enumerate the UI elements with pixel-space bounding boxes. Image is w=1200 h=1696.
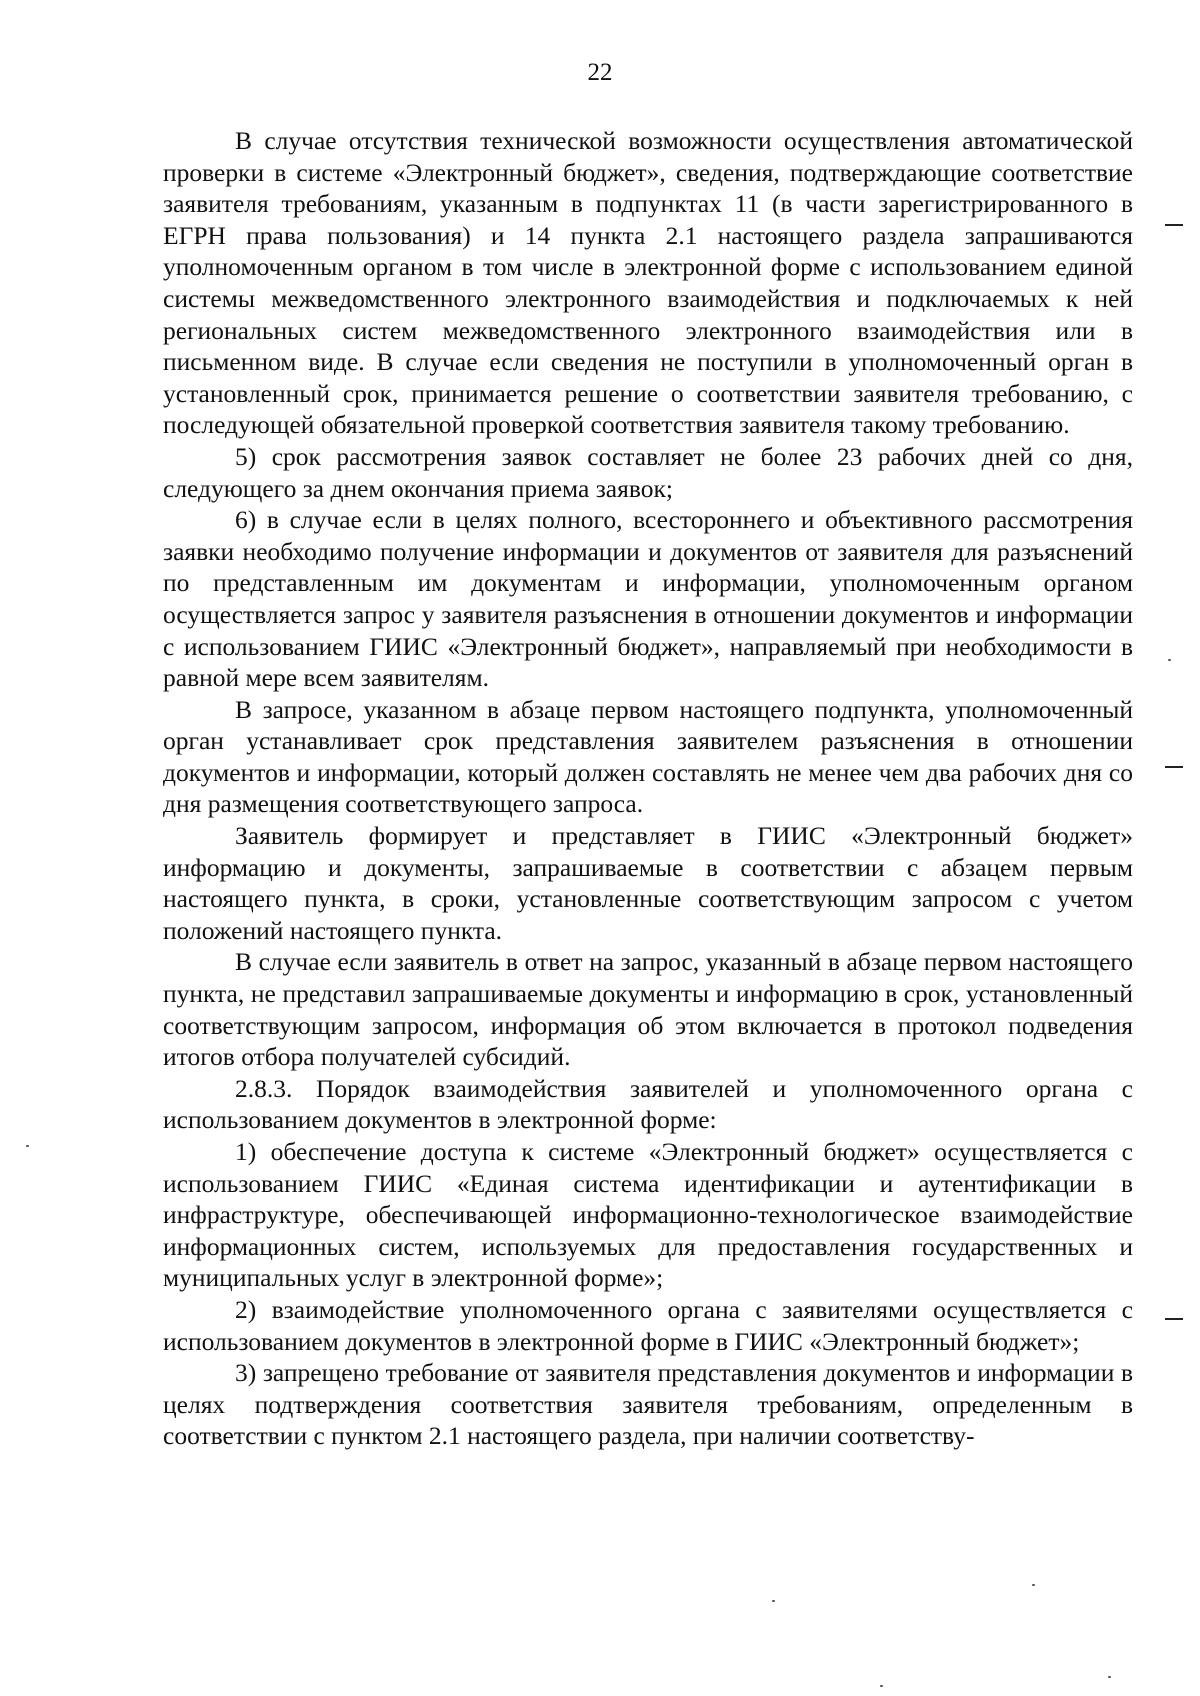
scan-speck	[880, 1685, 883, 1687]
scan-speck	[772, 1600, 775, 1602]
paragraph-2: 5) срок рассмотрения заявок составляет не более 23 рабочих дней со дня, следующего за днем окончания приема заявок;	[163, 441, 1133, 503]
paragraph-5: Заявитель формирует и представляет в ГИИС «Электронный бюджет» информацию и документы, запрашиваемые в соответствии с абзацем первым настоящего пункта, в сроки, установленные соответствующим запросом с учетом положений настоящего пункта.	[163, 821, 1133, 945]
paragraph-8: 1) обеспечение доступа к системе «Электронный бюджет» осуществляется с использованием ГИИС «Единая система идентификации и аутентификации в инфраструктуре, обеспечивающей информационно-технологическое взаимодействие информационных систем, используемых для предоставления государственных и муниципальных услуг в электронной форме»;	[163, 1137, 1133, 1293]
paragraph-7: 2.8.3. Порядок взаимодействия заявителей и уполномоченного органа с использованием документов в электронной форме:	[163, 1073, 1133, 1135]
paragraph-10: 3) запрещено требование от заявителя представления документов и информации в целях подтверждения соответствия заявителя требованиям, определенным в соответствии с пунктом 2.1 настоящего раздела, при наличии соответству-	[163, 1358, 1133, 1451]
paragraph-1: В случае отсутствия технической возможности осуществления автоматической проверки в системе «Электронный бюджет», сведения, подтверждающие соответствие заявителя требованиям, указанным в подпунктах 11 (в части зарегистрированного в ЕГРН права пользования) и 14 пункта 2.1 настоящего раздела запрашиваются уполномоченным органом в том числе в электронной форме с использованием единой системы межведомственного электронного взаимодействия и подключаемых к ней региональных систем межведомственного электронного взаимодействия или в письменном виде. В случае если сведения не поступили в уполномоченный орган в установленный срок, принимается решение о соответствии заявителя требованию, с последующей обязательной проверкой соответствия заявителя такому требованию.	[163, 126, 1133, 440]
margin-mark	[1165, 766, 1183, 768]
margin-mark	[1165, 224, 1183, 226]
scan-speck	[1168, 659, 1171, 661]
scan-speck	[1108, 1676, 1111, 1678]
document-body	[163, 125, 1133, 1452]
paragraph-4: В запросе, указанном в абзаце первом настоящего подпункта, уполномоченный орган устанавливает срок представления заявителем разъяснения в отношении документов и информации, который должен составлять не менее чем два рабочих дня со дня размещения соответствующего запроса.	[163, 694, 1133, 819]
paragraph-9: 2) взаимодействие уполномоченного органа с заявителями осуществляется с использованием документов в электронной форме в ГИИС «Электронный бюджет»;	[163, 1294, 1133, 1356]
paragraph-6: В случае если заявитель в ответ на запрос, указанный в абзаце первом настоящего пункта, не представил запрашиваемые документы и информацию в срок, установленный соответствующим запросом, информация об этом включается в протокол подведения итогов отбора получателей субсидий.	[163, 947, 1133, 1072]
page-number: 22	[587, 59, 613, 86]
scan-speck	[26, 1145, 29, 1147]
margin-mark	[1165, 1318, 1183, 1320]
scan-speck	[1032, 1584, 1035, 1586]
paragraph-3: 6) в случае если в целях полного, всестороннего и объективного рассмотрения заявки необходимо получение информации и документов от заявителя для разъяснений по представленным им документам и информации, уполномоченным органом осуществляется запрос у заявителя разъяснения в отношении документов и информации с использованием ГИИС «Электронный бюджет», направляемый при необходимости в равной мере всем заявителям.	[163, 505, 1133, 693]
